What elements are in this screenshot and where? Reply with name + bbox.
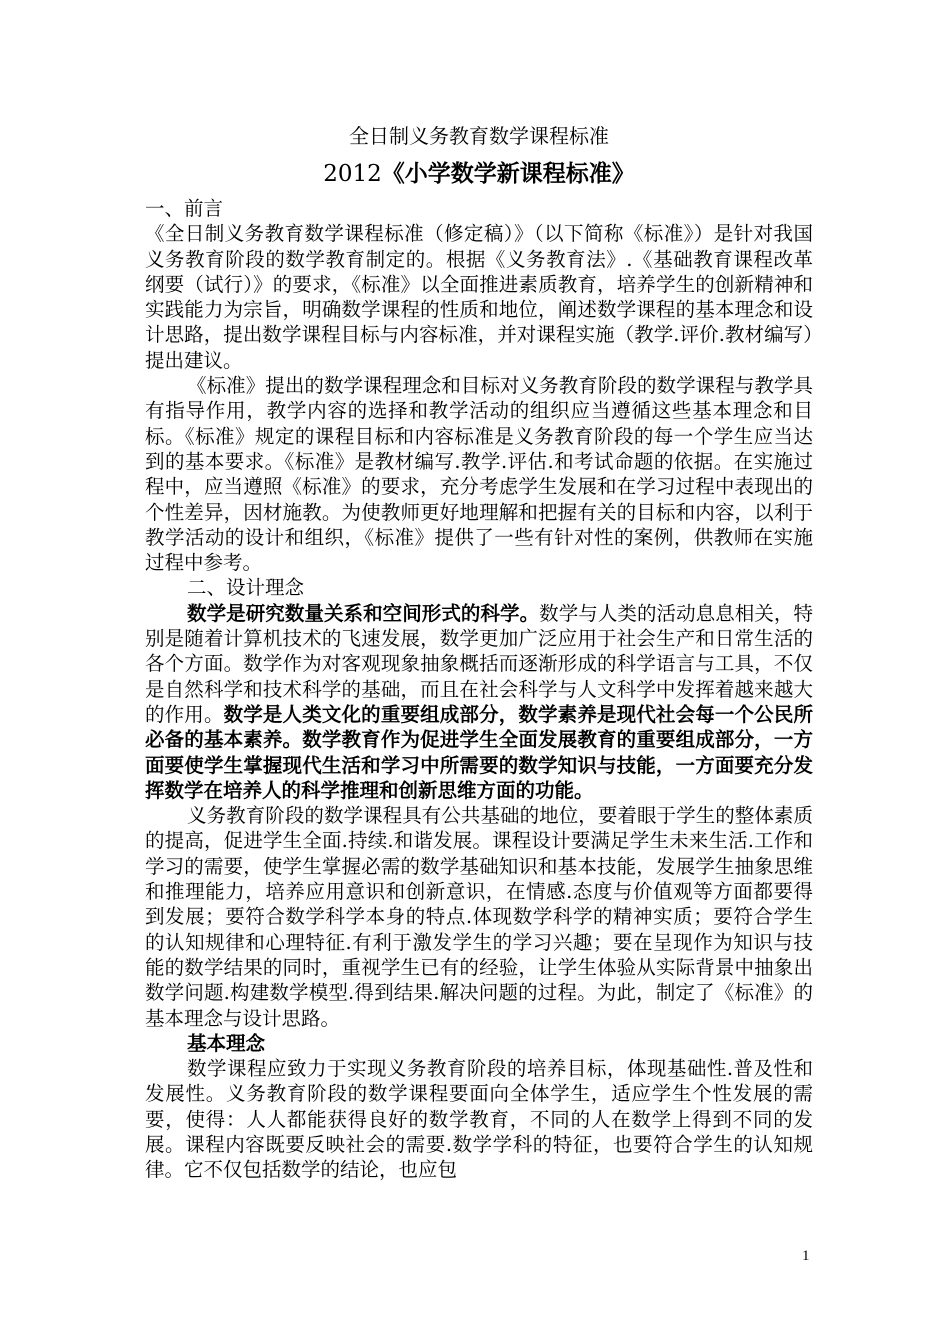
- document-subtitle: [145, 154, 813, 194]
- section-heading-preface: 一、前言: [145, 197, 224, 220]
- design-paragraph-2: 义务教育阶段的数学课程具有公共基础的地位，要着眼于学生的整体素质的提高，促进学生全面.持续.和谐发展。课程设计要满足学生未来生活.工作和学习的需要，使学生掌握必需的数学基础知识和基本技能，发展学生抽象思维和推理能力，培养应用意识和创新意识，在情感.态度与价值观等方面都要得到发展；要符合数学科学本身的特点.体现数学科学的精神实质；要符合学生的认知规律和心理特征.有利于激发学生的学习兴趣；要在呈现作为知识与技能的数学结果的同时，重视学生已有的经验，让学生体验从实际背景中抽象出数学问题.构建数学模型.得到结果.解决问题的过程。为此，制定了《标准》的基本理念与设计思路。: [145, 804, 813, 1030]
- bold-statement-b: 数学是人类文化的重要组成部分，数学素养是现代社会每一个公民所必备的基本素养。数学教育作为促进学生全面发展教育的重要组成部分，一方面要使学生掌握现代生活和学习中所需要的数学知识与技能，一方面要充分发挥数学在培养人的科学推理和创新思维方面的功能。: [145, 702, 813, 802]
- basic-concepts-paragraph: 数学课程应致力于实现义务教育阶段的培养目标，体现基础性.普及性和发展性。义务教育阶段的数学课程要面向全体学生，适应学生个性发展的需要，使得：人人都能获得良好的数学教育，不同的人在数学上得到不同的发展。课程内容既要反映社会的需要.数学学科的特征，也要符合学生的认知规律。它不仅包括数学的结论，也应包: [145, 1057, 813, 1182]
- subheading-basic-concepts: 基本理念: [187, 1031, 266, 1055]
- design-paragraph-1: [145, 601, 813, 803]
- document-page: [145, 118, 813, 1183]
- document-title: 全日制义务教育数学课程标准: [349, 124, 609, 148]
- page-number: 1: [802, 1248, 810, 1264]
- design-paragraph-1-text: 数学与人类的活动息息相关，特别是随着计算机技术的飞速发展，数学更加广泛应用于社会生产和日常生活的各个方面。数学作为对客观现象抽象概括而逐渐形成的科学语言与工具，不仅是自然科学和技术科学的基础，而且在社会科学与人文科学中发挥着越来越大的作用。: [145, 601, 813, 726]
- bold-statement-a: 数学是研究数量关系和空间形式的科学。: [187, 601, 540, 625]
- preface-paragraph-1: 《全日制义务教育数学课程标准（修定稿）》（以下简称《标准》）是针对我国义务教育阶段的数学教育制定的。根据《义务教育法》.《基础教育课程改革纲要（试行）》的要求，《标准》以全面推进素质教育，培养学生的创新精神和实践能力为宗旨，明确数学课程的性质和地位，阐述数学课程的基本理念和设计思路，提出数学课程目标与内容标准，并对课程实施（教学.评价.教材编写）提出建议。: [145, 222, 813, 372]
- subtitle-main: 《小学数学新课程标准》: [381, 160, 635, 187]
- preface-paragraph-2: 《标准》提出的数学课程理念和目标对义务教育阶段的数学课程与教学具有指导作用，教学内容的选择和教学活动的组织应当遵循这些基本理念和目标。《标准》规定的课程目标和内容标准是义务教育阶段的每一个学生应当达到的基本要求。《标准》是教材编写.教学.评估.和考试命题的依据。在实施过程中，应当遵照《标准》的要求，充分考虑学生发展和在学习过程中表现出的个性差异，因材施教。为使教师更好地理解和把握有关的目标和内容，以利于教学活动的设计和组织，《标准》提供了一些有针对性的案例，供教师在实施过程中参考。: [145, 374, 813, 575]
- subtitle-year: 2012: [323, 161, 382, 187]
- section-heading-design: 二、设计理念: [187, 576, 305, 600]
